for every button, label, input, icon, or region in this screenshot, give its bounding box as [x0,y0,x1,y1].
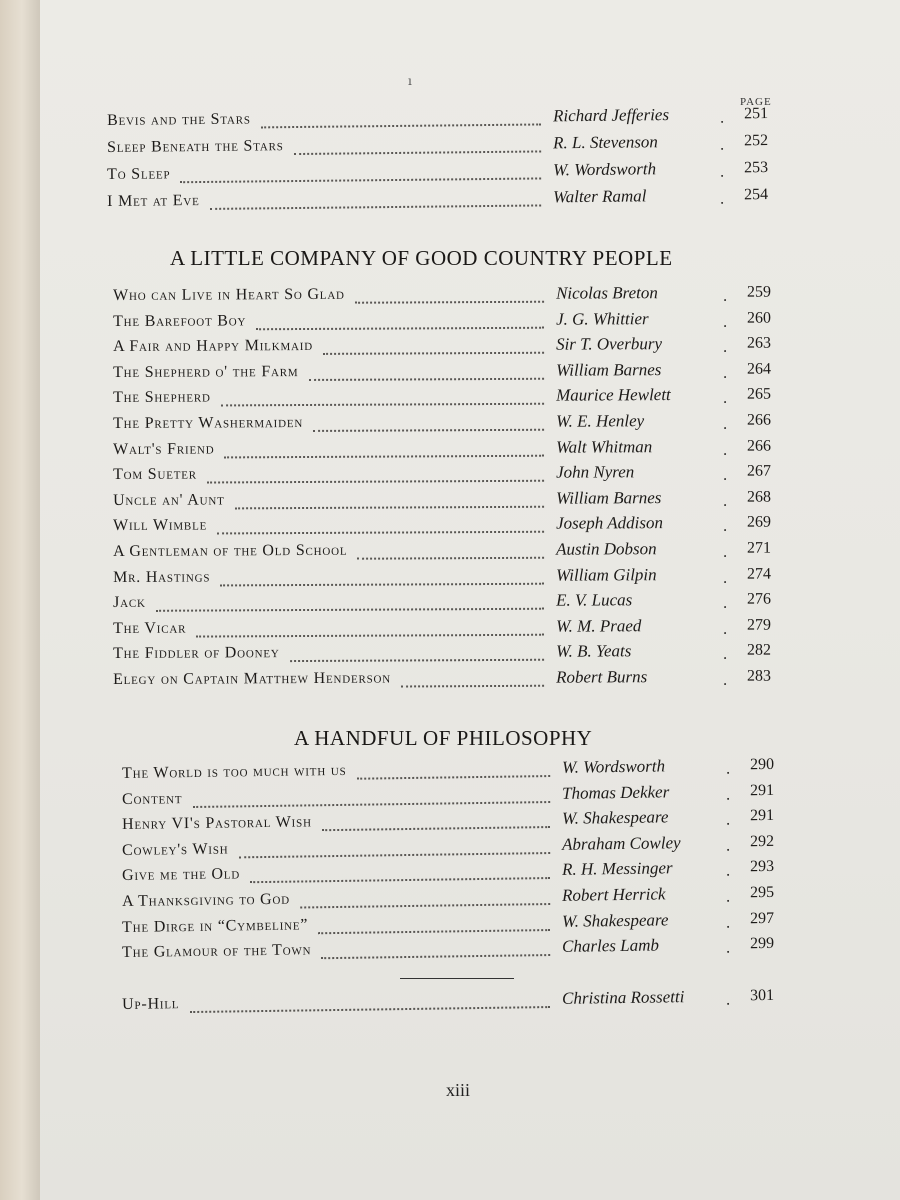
page-leader-dot: . [725,991,731,1009]
entry-page-number: 301 [749,986,775,1005]
entry-title: Mr. Hastings [113,568,211,586]
entry-author: Walter Ramal [552,186,647,207]
dot-leaders [250,863,550,883]
toc-entry [113,667,787,696]
page-leader-dot: . [723,287,728,305]
entry-page-number: 283 [746,667,772,685]
page-leader-dot: . [725,914,731,932]
entry-page-number: 276 [746,590,772,608]
page-leader-dot: . [723,364,728,382]
page-leader-dot: . [723,569,728,587]
dot-leaders [235,492,544,510]
entry-page-number: 251 [743,105,769,123]
dot-leaders [256,312,544,330]
entry-author: E. V. Lucas [555,590,633,610]
entry-page-number: 269 [746,513,772,532]
dot-leaders [290,645,544,662]
dot-leaders [322,812,550,831]
entry-title: The Shepherd o' the Farm [113,362,299,381]
entry-title: Give me the Old [122,865,241,885]
entry-author: W. M. Praed [555,616,642,636]
dot-leaders [309,364,545,381]
entry-author: R. L. Stevenson [552,132,658,153]
entry-author: J. G. Whittier [555,308,649,329]
entry-title: The Dirge in “Cymbeline” [122,915,309,936]
dot-leaders [193,787,551,808]
page-leader-dot: . [723,671,728,689]
dot-leaders [224,440,544,458]
entry-page-number: 295 [749,883,775,902]
toc-entry [113,437,787,466]
section-title-country-people: A LITTLE COMPANY OF GOOD COUNTRY PEOPLE [170,246,673,270]
dot-leaders [261,109,541,128]
page-leader-dot: . [725,939,731,957]
entry-page-number: 282 [746,641,772,660]
page-leader-dot: . [723,646,728,664]
page-leader-dot: . [725,760,731,778]
toc-entry [107,186,784,218]
entry-author: Richard Jefferies [552,105,670,126]
toc-entry [113,309,787,338]
dot-leaders [294,136,541,155]
entry-author: William Barnes [555,487,662,508]
entry-page-number: 259 [746,283,772,301]
entry-page-number: 265 [746,385,772,404]
page-leader-dot: . [720,190,725,208]
entry-author: Abraham Cowley [561,832,681,854]
toc-entry [113,283,787,312]
entry-page-number: 264 [746,360,772,378]
entry-title: I Met at Eve [107,192,200,210]
entry-author: Maurice Hewlett [555,385,671,406]
toc-entry [113,386,787,415]
entry-page-number: 260 [746,309,772,327]
entry-title: Cowley's Wish [122,840,229,859]
page-leader-dot: . [723,492,728,510]
entry-author: Joseph Addison [555,513,663,534]
entry-author: John Nyren [555,462,635,482]
page-leader-dot: . [723,466,728,484]
page-leader-dot: . [723,441,728,459]
entry-author: Robert Burns [555,667,648,687]
entry-title: The World is too much with us [122,761,347,782]
page-leader-dot: . [723,313,728,331]
page-column-header: PAGE [740,96,772,108]
entry-title: Tom Sueter [113,465,197,484]
toc-entry [113,335,787,364]
toc-entry [113,591,787,620]
page-leader-dot: . [723,594,728,612]
entry-title: Sleep Beneath the Stars [107,137,284,156]
page-leader-dot: . [720,136,725,154]
entry-page-number: 266 [746,411,772,429]
entry-title: Henry VI's Pastoral Wish [122,813,312,834]
entry-title: Content [122,789,183,808]
entry-title: The Glamour of the Town [122,941,312,962]
toc-entry [113,463,787,492]
page-leader-dot: . [723,415,728,433]
entry-page-number: 274 [746,565,772,583]
dot-leaders [210,190,541,209]
entry-page-number: 271 [746,539,772,557]
entry-author: Robert Herrick [561,884,666,905]
entry-author: William Barnes [555,359,662,380]
dot-leaders [357,761,551,780]
entry-title: A Gentleman of the Old School [113,541,348,560]
separator-rule [400,978,514,979]
toc-entry [113,565,787,594]
entry-author: Thomas Dekker [561,781,670,803]
page-leader-dot: . [723,543,728,561]
dot-leaders [180,163,541,183]
entry-page-number: 297 [749,909,775,927]
page-leader-dot: . [725,862,731,880]
entry-author: William Gilpin [555,564,657,585]
entry-author: Sir T. Overbury [555,334,663,354]
entry-author: R. H. Messinger [561,858,673,880]
entry-title: A Thanksgiving to God [122,890,291,910]
entry-page-number: 290 [749,755,775,774]
dot-leaders [357,543,544,560]
entry-author: W. Wordsworth [552,159,657,180]
entry-page-number: 293 [749,858,775,876]
toc-entry [113,488,787,517]
entry-title: To Sleep [107,165,171,183]
page-leader-dot: . [725,837,731,855]
page-leader-dot: . [725,786,731,804]
entry-page-number: 292 [749,832,775,851]
entry-author: Charles Lamb [561,935,660,957]
dot-leaders [313,415,544,432]
entry-title: The Vicar [113,619,187,637]
entry-title: Jack [113,594,146,612]
entry-page-number: 254 [743,186,769,204]
entry-page-number: 253 [743,159,769,177]
toc-entry [113,411,787,440]
page-leader-dot: . [720,163,725,181]
dot-leaders [221,389,544,407]
dot-leaders [190,992,551,1013]
toc-entry [113,360,787,389]
dot-leaders [239,838,551,858]
dot-leaders [321,940,550,959]
entry-title: Up-Hill [122,995,180,1013]
entry-author: Christina Rossetti [561,987,685,1008]
entry-title: The Shepherd [113,388,211,407]
dot-leaders [207,466,544,484]
entry-page-number: 291 [749,781,775,799]
entry-author: Walt Whitman [555,436,653,457]
entry-page-number: 263 [746,334,772,352]
entry-author: W. E. Henley [555,411,645,431]
page-leader-dot: . [720,109,725,127]
section-title-philosophy: A HANDFUL OF PHILOSOPHY [294,726,593,750]
page-leader-dot: . [723,518,728,536]
entry-page-number: 299 [749,935,775,953]
toc-entry [113,514,787,543]
page-folio: xiii [446,1080,471,1100]
entry-title: A Fair and Happy Milkmaid [113,337,314,356]
entry-page-number: 267 [746,462,772,480]
toc-entry [113,642,787,671]
entry-title: Will Wimble [113,516,208,535]
page-leader-dot: . [723,390,728,408]
toc-entry [113,539,787,568]
dot-leaders [318,915,550,934]
dot-leaders [217,517,544,535]
entry-title: Uncle an' Aunt [113,491,225,509]
page-leader-dot: . [723,620,728,638]
dot-leaders [323,338,544,355]
toc-entry [113,616,787,645]
entry-page-number: 268 [746,488,772,506]
entry-author: Nicolas Breton [555,283,658,303]
dot-leaders [355,287,544,304]
entry-title: The Barefoot Boy [113,311,247,330]
dot-leaders [196,620,544,638]
entry-page-number: 291 [749,807,775,825]
dot-leaders [401,671,544,688]
entry-title: Bevis and the Stars [107,110,251,129]
dot-leaders [156,594,544,612]
entry-title: The Pretty Washermaiden [113,414,304,432]
entry-author: W. Wordsworth [561,756,666,777]
entry-author: W. Shakespeare [561,909,669,931]
entry-author: W. B. Yeats [555,641,632,662]
toc-entry [122,987,790,1021]
entry-author: Austin Dobson [555,539,657,559]
entry-title: The Fiddler of Dooney [113,644,280,663]
dot-leaders [300,889,550,908]
entry-page-number: 279 [746,616,772,634]
entry-title: Who can Live in Heart So Glad [113,285,345,304]
page-leader-dot: . [723,338,728,356]
dot-leaders [220,568,544,586]
top-mark: ı [408,74,412,88]
entry-author: W. Shakespeare [561,807,669,829]
entry-page-number: 266 [746,437,772,455]
entry-title: Walt's Friend [113,440,215,458]
page-leader-dot: . [725,811,731,829]
page-leader-dot: . [725,888,731,906]
entry-title: Elegy on Captain Matthew Henderson [113,669,392,688]
entry-page-number: 252 [743,132,769,150]
